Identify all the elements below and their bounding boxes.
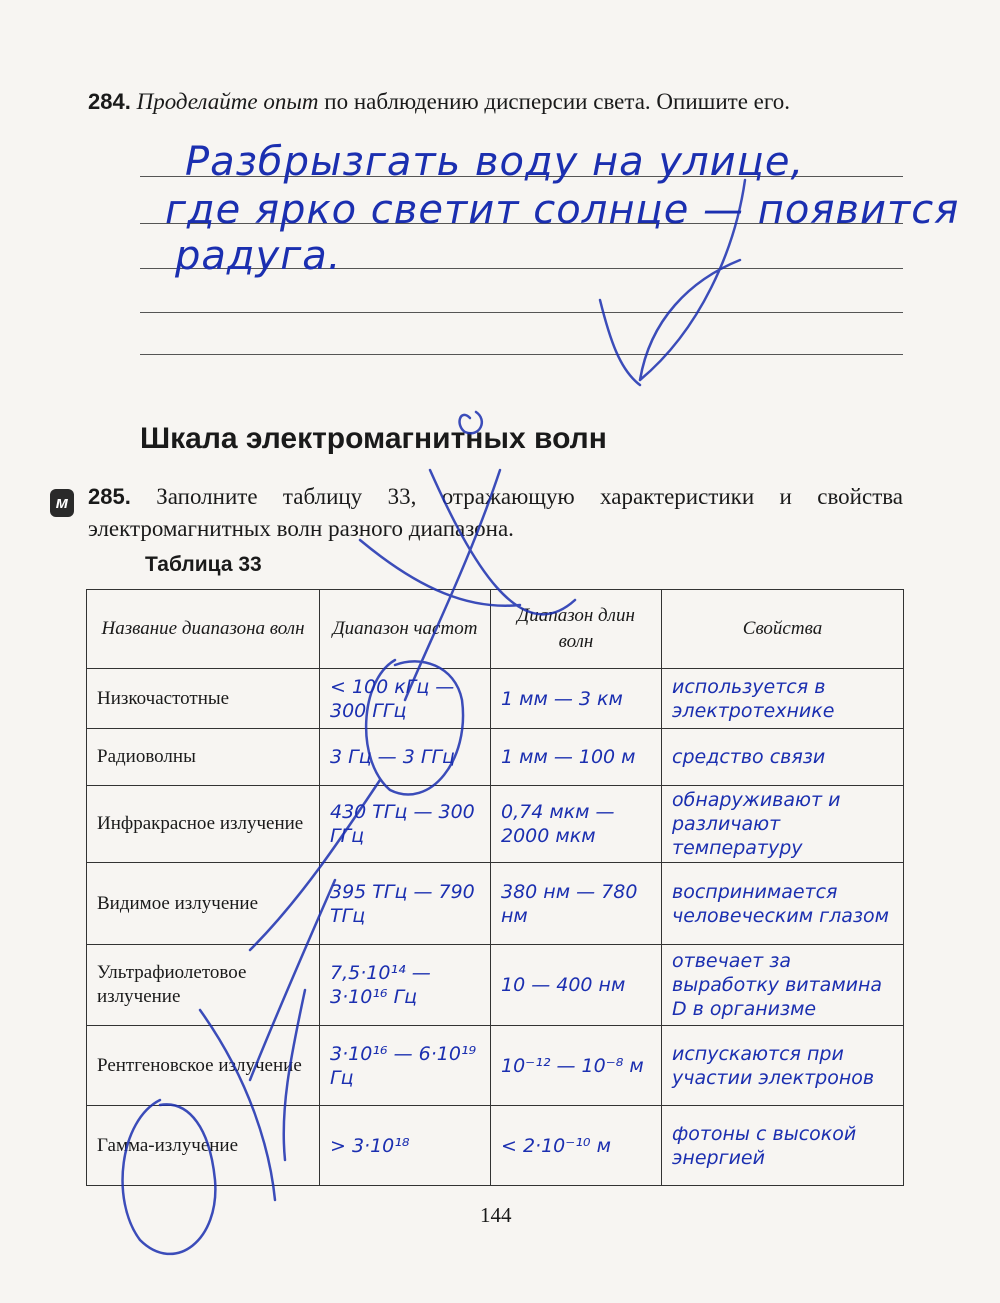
wavelength-range: 380 нм — 780 нм [491,863,662,945]
table-row [87,729,904,786]
band-name: Радиоволны [87,729,320,786]
table-33 [86,589,904,1186]
section-title: Шкала электромагнитных волн [140,422,607,455]
wavelength-range: < 2·10⁻¹⁰ м [491,1106,662,1186]
wavelength-range: 10⁻¹² — 10⁻⁸ м [491,1026,662,1106]
freq-range: > 3·10¹⁸ [320,1106,491,1186]
header-cell: Диапазон длин волн [491,590,662,669]
handwritten-answer-line: где ярко светит солнце — появится [165,187,960,233]
freq-range: 3·10¹⁶ — 6·10¹⁹ Гц [320,1026,491,1106]
properties: средство связи [662,729,904,786]
properties: обнаруживают и различают температуру [662,786,904,863]
table-row [87,786,904,863]
table-row [87,945,904,1026]
table-caption: Таблица 33 [145,553,262,576]
properties: испускаются при участии электронов [662,1026,904,1106]
wavelength-range: 0,74 мкм — 2000 мкм [491,786,662,863]
header-cell: Диапазон частот [320,590,491,669]
freq-range: 430 ТГц — 300 ГГц [320,786,491,863]
freq-range: 395 ТГц — 790 ТГц [320,863,491,945]
handwritten-answer-line: радуга. [175,233,342,279]
band-name: Низкочастотные [87,669,320,729]
band-name: Инфракрасное излучение [87,786,320,863]
wavelength-range: 10 — 400 нм [491,945,662,1026]
band-name: Видимое излучение [87,863,320,945]
task-number: 285. [88,484,131,509]
task-text: Заполните таблицу 33, отражающую характеристики и свойства электромагнитных волн разного диапазона. [88,484,904,541]
properties: отвечает за выработку витамина D в организме [662,945,904,1026]
band-name: Гамма-излучение [87,1106,320,1186]
freq-range: 7,5·10¹⁴ — 3·10¹⁶ Гц [320,945,491,1026]
properties: фотоны с высокой энергией [662,1106,904,1186]
wavelength-range: 1 мм — 100 м [491,729,662,786]
wavelength-range: 1 мм — 3 км [491,669,662,729]
table-row [87,863,904,945]
table-header-row [87,590,904,669]
header-cell: Свойства [662,590,904,669]
m-badge-icon: м [50,489,74,517]
task-285 [88,481,903,545]
task-284 [88,86,903,118]
freq-range: < 100 кГц — 300 ГГц [320,669,491,729]
task-number: 284. [88,89,131,114]
answer-line [140,312,903,313]
page-number: 144 [480,1203,512,1227]
task-text: по наблюдению дисперсии света. Опишите его. [318,89,790,114]
handwritten-answer-line: Разбрызгать воду на улице, [185,139,805,185]
band-name: Рентгеновское излучение [87,1026,320,1106]
properties: используется в электротехнике [662,669,904,729]
task-italic-lead: Проделайте опыт [136,89,319,114]
table-row [87,669,904,729]
freq-range: 3 Гц — 3 ГГц [320,729,491,786]
answer-line [140,354,903,355]
table-row [87,1106,904,1186]
header-cell: Название диапазона волн [87,590,320,669]
properties: воспринимается человеческим глазом [662,863,904,945]
band-name: Ультрафиолетовое излучение [87,945,320,1026]
table-row [87,1026,904,1106]
